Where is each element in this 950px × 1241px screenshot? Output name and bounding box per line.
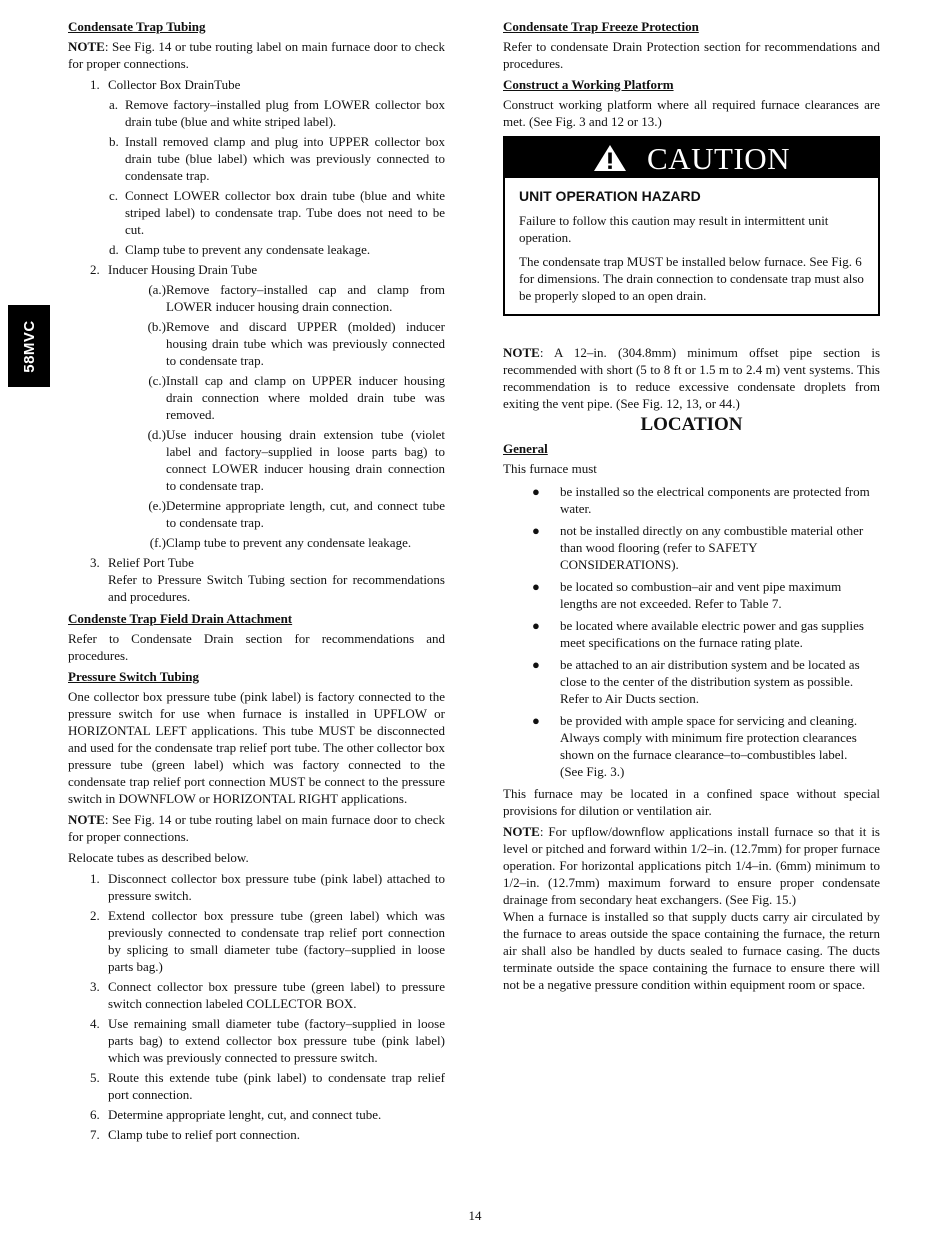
bullet-icon: ●: [532, 579, 540, 594]
caution-box: [503, 136, 880, 316]
warning-triangle-icon: [593, 144, 627, 172]
list-item: ● not be installed directly on any combustible material other than wood flooring (refer to SAFETY CONSIDERATIONS).: [532, 523, 864, 572]
trap-tubing-steps: [68, 76, 445, 605]
list-item: (b.) Remove and discard UPPER (molded) inducer housing drain tube which was previously connected to condensate trap.: [147, 319, 445, 368]
platform-heading: Construct a Working Platform: [503, 77, 674, 92]
list-item: 5. Route this extende tube (pink label) to condensate trap relief port connection.: [90, 1070, 445, 1102]
left-column: [68, 18, 445, 1147]
bullet-icon: ●: [532, 523, 540, 538]
note-label: NOTE: [68, 39, 105, 54]
caution-title: UNIT OPERATION HAZARD: [519, 188, 701, 204]
list-item: b. Install removed clamp and plug into UPPER collector box drain tube (blue label) which was previously connected to condensate trap.: [109, 134, 445, 183]
bullet-icon: ●: [532, 713, 540, 728]
freeze-protection-text: Refer to condensate Drain Protection section for recommendations and procedures.: [503, 39, 880, 71]
note-text: : See Fig. 14 or tube routing label on main furnace door to check for proper connections.: [68, 39, 445, 71]
list-item: (c.) Install cap and clamp on UPPER inducer housing drain connection where molded drain tube was removed.: [148, 373, 445, 422]
page-number: 14: [468, 1208, 482, 1223]
list-item: ● be located where available electric power and gas supplies meet specifications on the furnace rating plate.: [532, 618, 864, 650]
list-item: c. Connect LOWER collector box drain tube (blue and white striped label) to condensate trap. Tube does not need to be cut.: [109, 188, 445, 237]
pressure-switch-steps: [68, 870, 445, 1143]
side-tab-model: [8, 305, 50, 387]
list-item: ● be installed so the electrical components are protected from water.: [532, 484, 870, 516]
caution-text-1: Failure to follow this caution may result in intermittent unit operation.: [519, 213, 829, 245]
list-item: 3. Relief Port Tube: [90, 555, 194, 570]
list-item: 4. Use remaining small diameter tube (factory–supplied in loose parts bag) to extend collector box pressure tube (pink label) which was previously connected to pressure switch.: [90, 1016, 445, 1065]
location-bullets: [503, 483, 880, 780]
list-item: a. Remove factory–installed plug from LOWER collector box drain tube (blue and white striped label).: [109, 97, 445, 129]
list-item: 2. Inducer Housing Drain Tube: [90, 262, 258, 277]
list-item: d. Clamp tube to prevent any condensate leakage.: [109, 242, 371, 257]
pressure-switch-heading: Pressure Switch Tubing: [68, 669, 200, 684]
caution-word: CAUTION: [647, 140, 790, 176]
bullet-icon: ●: [532, 618, 540, 633]
location-intro: This furnace must: [503, 461, 597, 476]
trap-tubing-heading: Condensate Trap Tubing: [68, 19, 206, 34]
list-item: ● be attached to an air distribution system and be located as close to the center of the distribution system as possible. Refer to Air Ducts section.: [532, 657, 860, 706]
list-item: 2. Extend collector box pressure tube (green label) which was previously connected to condensate trap relief port connection by splicing to small diameter tube (factory–supplied in loose parts bag.): [90, 908, 445, 974]
location-title: LOCATION: [640, 414, 743, 435]
caution-text-2: The condensate trap MUST be installed below furnace. See Fig. 6 for dimensions. The drain connection to condensate trap must also be properly sloped to an open drain.: [519, 254, 864, 303]
pressure-switch-paragraph: One collector box pressure tube (pink label) is factory connected to the pressure switch for use when furnace is installed in UPFLOW or HORIZONTAL LEFT applications. This tube MUST be disconnected and used for the condensate trap relief port tube. The other collector box pressure tube (green label) which was factory connected to the condensate trap relief port connection MUST be connect to the pressure switch in DOWNFLOW or HORIZONTAL RIGHT applications.: [68, 689, 445, 806]
side-tab-label: 58MVC: [20, 319, 38, 373]
list-item: (f.) Clamp tube to prevent any condensate leakage.: [149, 535, 412, 550]
relocate-text: Relocate tubes as described below.: [68, 850, 249, 865]
vent-note: NOTE: A 12–in. (304.8mm) minimum offset pipe section is recommended with short (5 to 8 ft or 1.5 m to 2.4 m) vent systems. This recommendation is to reduce excessive condensate droplets from exiting the vent pipe. (See Fig. 12, 13, or 44.): [503, 345, 880, 411]
platform-text: Construct working platform where all required furnace clearances are met. (See Fig. 3 and 12 or 13.): [503, 97, 880, 129]
relief-port-text: Refer to Pressure Switch Tubing section for recommendations and procedures.: [108, 572, 445, 604]
field-drain-heading: Condenste Trap Field Drain Attachment: [68, 611, 293, 626]
list-item: ● be located so combustion–air and vent pipe maximum lengths are not exceeded. Refer to Table 7.: [532, 579, 842, 611]
list-item: (a.) Remove factory–installed cap and clamp from LOWER inducer housing drain connection.: [148, 282, 445, 314]
list-item: 1. Disconnect collector box pressure tube (pink label) attached to pressure switch.: [90, 871, 445, 903]
list-item: 3. Connect collector box pressure tube (green label) to pressure switch connection labeled COLLECTOR BOX.: [90, 979, 445, 1011]
caution-banner: [505, 138, 878, 178]
list-item: 6. Determine appropriate lenght, cut, and connect tube.: [90, 1107, 382, 1122]
list-item: 7. Clamp tube to relief port connection.: [90, 1127, 301, 1142]
freeze-protection-heading: Condensate Trap Freeze Protection: [503, 19, 699, 34]
confined-space-text: This furnace may be located in a confined space without special provisions for dilution or ventilation air.: [503, 786, 880, 818]
level-note: NOTE: For upflow/downflow applications install furnace so that it is level or pitched and forward within 1/2–in. (12.7mm) for proper furnace operation. For horizontal applications pitch 1/4–in. (6mm) minimum to 1/2–in. (12.7mm) maximum forward to ensure proper condensate drainage from secondary heat exchangers. (See Fig. 15.): [503, 824, 880, 907]
caution-body: [505, 178, 878, 314]
pressure-switch-note: NOTE: See Fig. 14 or tube routing label on main furnace door to check for proper connections.: [68, 812, 445, 844]
ducts-text: When a furnace is installed so that supply ducts carry air circulated by the furnace to areas outside the space containing the furnace, the return air shall also be handled by ducts sealed to furnace casing. The ducts terminate outside the space containing the furnace to ensure there will not be a negative pressure condition within equipment room or space.: [503, 909, 880, 992]
field-drain-text: Refer to Condensate Drain section for recommendations and procedures.: [68, 631, 445, 663]
list-item: ● be provided with ample space for servicing and cleaning. Always comply with minimum fire protection clearances shown on the furnace clearance–to–combustibles label. (See Fig. 3.): [532, 713, 858, 779]
list-item: 1. Collector Box DrainTube: [90, 77, 241, 92]
general-heading: General: [503, 441, 548, 456]
bullet-icon: ●: [532, 657, 540, 672]
list-item: (e.) Determine appropriate length, cut, and connect tube to condensate trap.: [148, 498, 445, 530]
bullet-icon: ●: [532, 484, 540, 499]
list-item: (d.) Use inducer housing drain extension tube (violet label and factory–supplied in loose parts bag) to connect LOWER inducer housing drain connection to condensate trap.: [147, 427, 445, 493]
trap-tubing-note: [68, 38, 445, 72]
right-column: [503, 18, 880, 997]
